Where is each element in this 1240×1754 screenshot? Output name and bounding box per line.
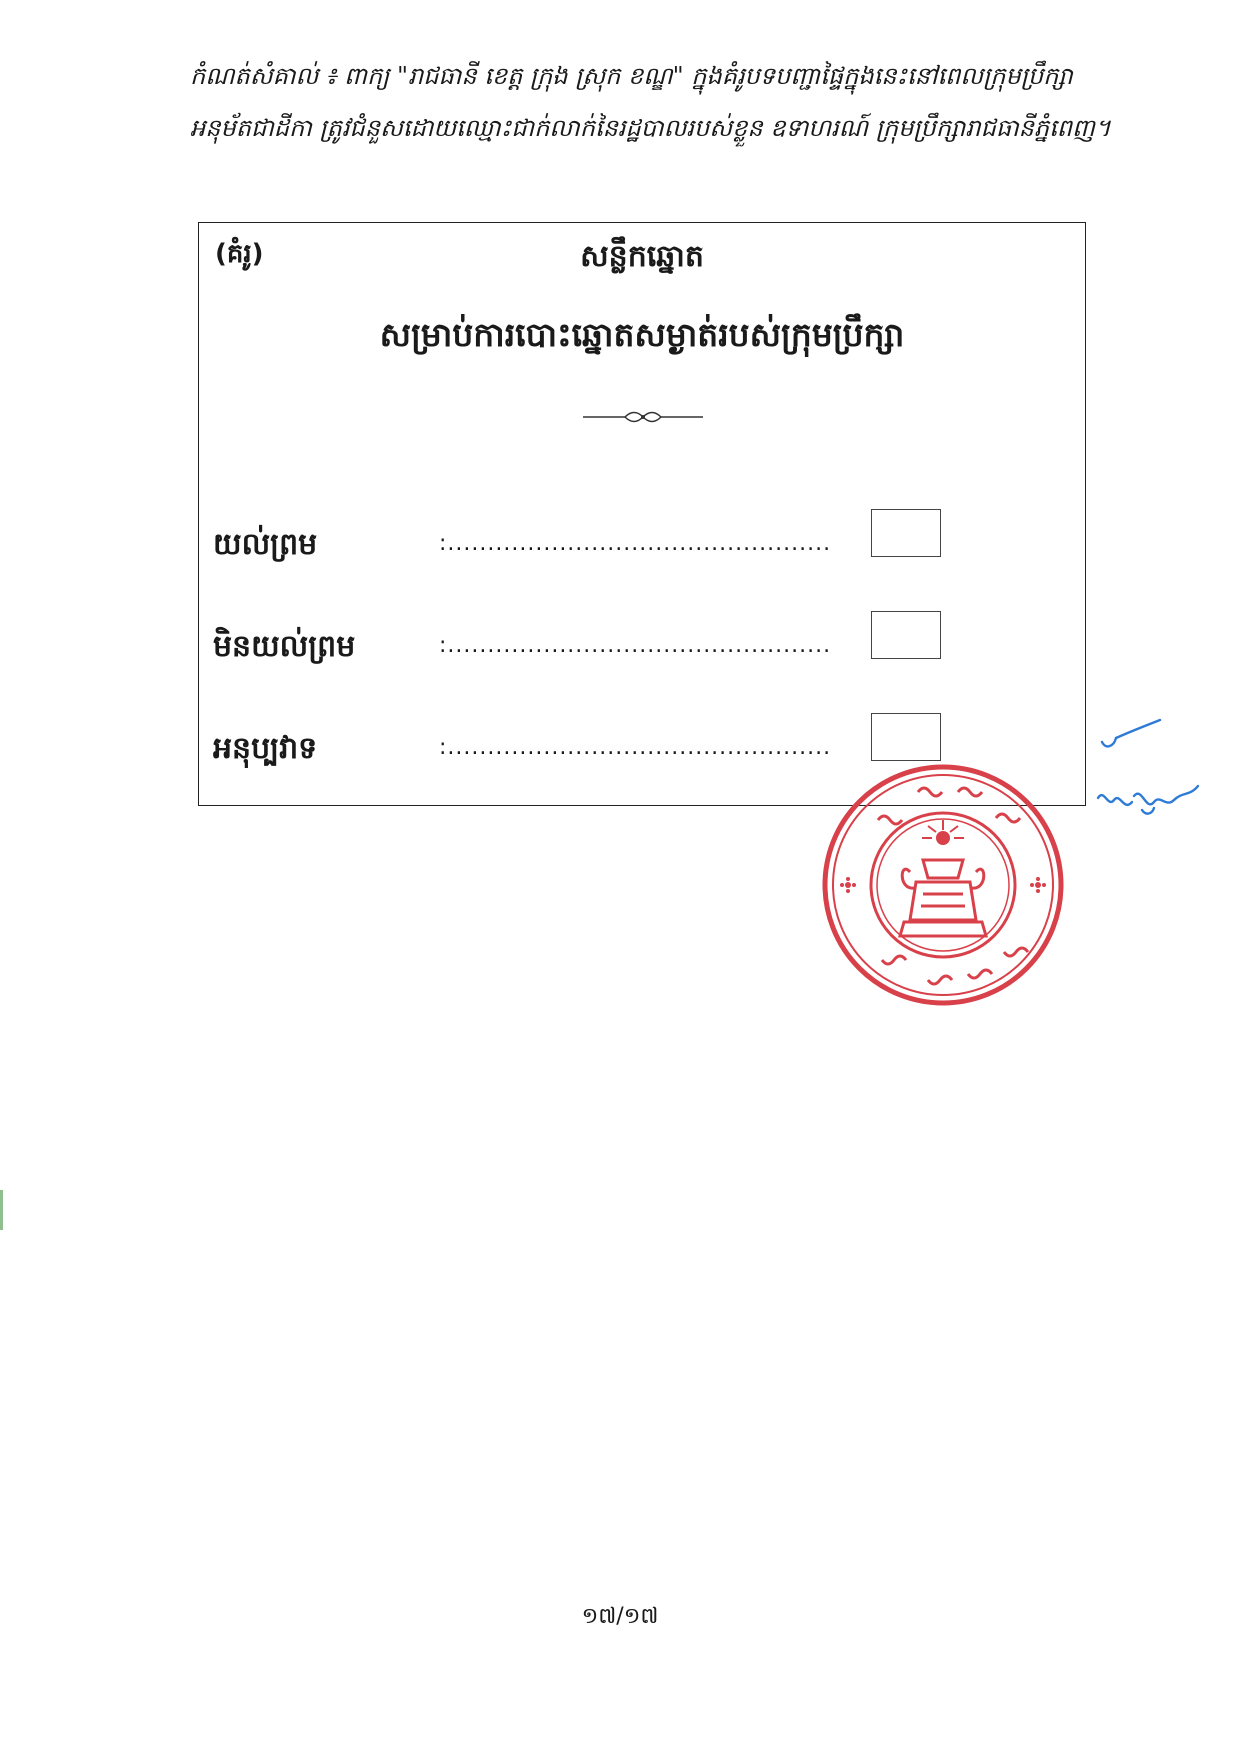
option-disagree-label: មិនយល់ព្រម bbox=[213, 629, 356, 664]
handwritten-signature bbox=[1094, 716, 1204, 826]
ballot-form bbox=[198, 222, 1086, 806]
option-disagree bbox=[199, 611, 1085, 671]
note-line-2: អនុម័តជាដីកា ត្រូវជំនួសដោយឈ្មោះជាក់លាក់នៃរដ្ឋបាលរបស់ខ្លួន ឧទាហរណ៍ ក្រុមប្រឹក្សារាជធានីភ្នំពេញ។ bbox=[190, 114, 1111, 142]
option-disagree-dots: :................................................ bbox=[439, 633, 832, 658]
ornament-divider bbox=[583, 409, 703, 425]
page-number: ១៧/១៧ bbox=[581, 1604, 659, 1629]
sample-label: (គំរូ) bbox=[215, 239, 264, 269]
official-seal-stamp bbox=[818, 760, 1068, 1010]
note-line-1: កំណត់សំគាល់ ៖ ពាក្យ "រាជធានី ខេត្ត ក្រុង ស្រុក ខណ្ឌ" ក្នុងគំរូបទបញ្ជាផ្ទៃក្នុងនេះនៅពេលក្រុមប្រឹក្សា bbox=[190, 62, 1073, 90]
option-disagree-checkbox[interactable] bbox=[871, 611, 941, 659]
option-abstain-label: អនុប្បវាទ bbox=[213, 731, 318, 766]
option-abstain-dots: :................................................ bbox=[439, 735, 832, 760]
scan-edge-mark bbox=[0, 1190, 3, 1230]
ballot-title: សន្លឹកឆ្នោត bbox=[580, 239, 704, 274]
option-agree bbox=[199, 509, 1085, 569]
option-abstain-checkbox[interactable] bbox=[871, 713, 941, 761]
option-agree-label: យល់ព្រម bbox=[213, 527, 318, 562]
option-agree-checkbox[interactable] bbox=[871, 509, 941, 557]
ballot-subtitle: សម្រាប់ការបោះឆ្នោតសម្ងាត់របស់ក្រុមប្រឹក្សា bbox=[379, 315, 905, 354]
note-paragraph bbox=[190, 50, 1170, 154]
option-agree-dots: :................................................ bbox=[439, 531, 832, 556]
